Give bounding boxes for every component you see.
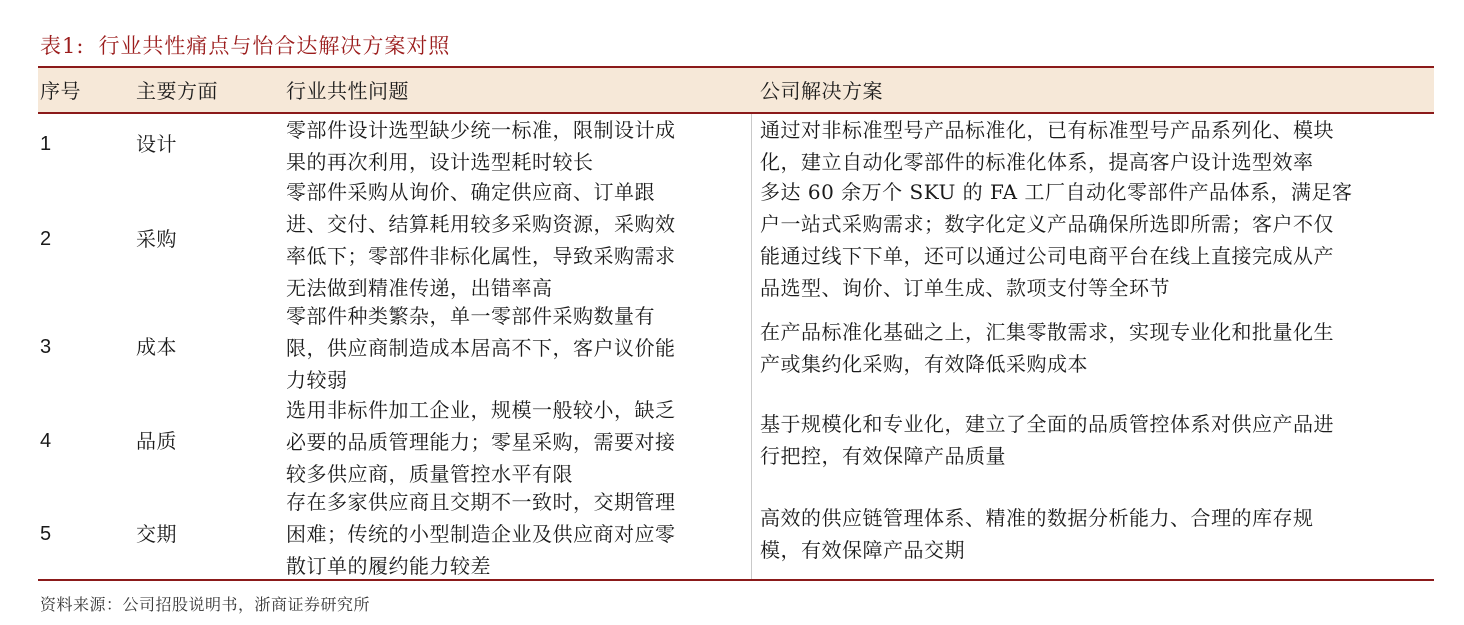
row-2-num: 2 xyxy=(40,228,52,250)
row-1-solution: 通过对非标准型号产品标准化，已有标准型号产品系列化、模块 化，建立自动化零部件的标准化体系，提高客户设计选型效率 xyxy=(760,118,1334,174)
header-problem: 行业共性问题 xyxy=(286,79,409,103)
header-num: 序号 xyxy=(40,79,81,103)
row-4-solution: 基于规模化和专业化，建立了全面的品质管控体系对供应产品进 行把控，有效保障产品质量 xyxy=(760,412,1334,468)
table-title xyxy=(40,30,450,60)
row-3-num: 3 xyxy=(40,336,52,358)
row-1-problem: 零部件设计选型缺少统一标准，限制设计成 果的再次利用，设计选型耗时较长 xyxy=(286,118,676,174)
row-3-aspect: 成本 xyxy=(136,335,177,359)
row-4-aspect: 品质 xyxy=(136,429,177,453)
row-5-num: 5 xyxy=(40,523,52,545)
row-5-aspect: 交期 xyxy=(136,522,177,546)
row-2-problem: 零部件采购从询价、确定供应商、订单跟 进、交付、结算耗用较多采购资源，采购效 率低下；零部件非标化属性，导致采购需求 无法做到精准传递，出错率高 xyxy=(286,180,676,300)
row-4-num: 4 xyxy=(40,430,52,452)
table-bottom-rule xyxy=(38,579,1434,581)
row-5-solution: 高效的供应链管理体系、精准的数据分析能力、合理的库存规 模，有效保障产品交期 xyxy=(760,506,1314,562)
row-4-problem: 选用非标件加工企业，规模一般较小，缺乏 必要的品质管理能力；零星采购，需要对接 较多供应商，质量管控水平有限 xyxy=(286,398,676,486)
table-title-text: 行业共性痛点与怡合达解决方案对照 xyxy=(98,34,451,58)
header-solution: 公司解决方案 xyxy=(760,79,883,103)
row-3-problem: 零部件种类繁杂，单一零部件采购数量有 限，供应商制造成本居高不下，客户议价能 力较弱 xyxy=(286,304,676,392)
row-2-aspect: 采购 xyxy=(136,227,177,251)
header-aspect: 主要方面 xyxy=(136,79,218,103)
table-number: 表1: xyxy=(40,34,85,58)
source-note: 资料来源：公司招股说明书，浙商证券研究所 xyxy=(40,595,371,614)
row-1-num: 1 xyxy=(40,133,52,155)
row-2-solution: 多达 60 余万个 SKU 的 FA 工厂自动化零部件产品体系，满足客 户一站式采购需求；数字化定义产品确保所选即所需；客户不仅 能通过线下下单，还可以通过公司电商平台在线上直接完成从产 品选型、询价、订单生成、款项支付等全环节 xyxy=(760,180,1353,300)
table-header xyxy=(38,68,1434,112)
row-5-problem: 存在多家供应商且交期不一致时，交期管理 困难；传统的小型制造企业及供应商对应零 散订单的履约能力较差 xyxy=(286,490,676,578)
row-3-solution: 在产品标准化基础之上，汇集零散需求，实现专业化和批量化生 产或集约化采购，有效降低采购成本 xyxy=(760,320,1334,376)
column-divider xyxy=(751,114,752,579)
row-1-aspect: 设计 xyxy=(136,132,177,156)
